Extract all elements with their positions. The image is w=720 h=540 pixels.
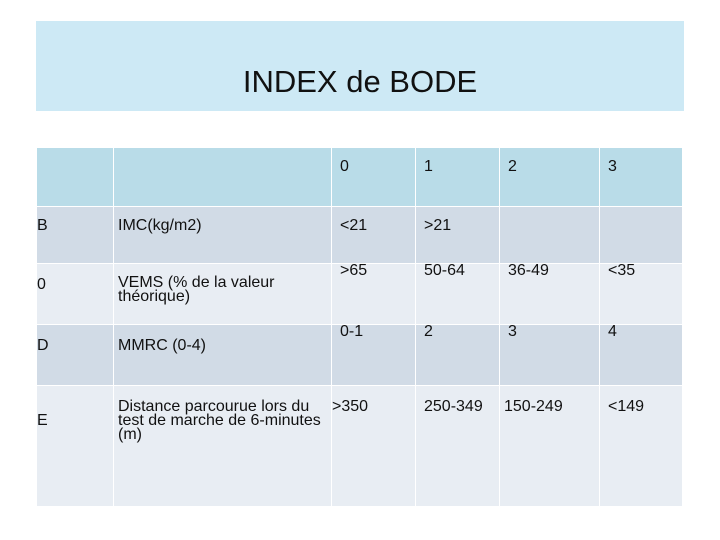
row-value xyxy=(500,207,600,264)
row-value: >21 xyxy=(416,207,500,264)
header-empty-cell xyxy=(37,148,114,207)
table-header-row xyxy=(37,148,683,207)
row-value: 0-1 xyxy=(332,325,416,386)
row-letter: 0 xyxy=(37,264,114,325)
header-empty-cell xyxy=(114,148,332,207)
row-value: 50-64 xyxy=(416,264,500,325)
row-label: VEMS (% de la valeur théorique) xyxy=(114,264,332,325)
row-value: <149 xyxy=(600,386,683,507)
row-value: <21 xyxy=(332,207,416,264)
header-score-3: 3 xyxy=(600,148,683,207)
header-score-0: 0 xyxy=(332,148,416,207)
table-row-b xyxy=(37,207,683,264)
row-value xyxy=(600,207,683,264)
row-value: 2 xyxy=(416,325,500,386)
table-row-e xyxy=(37,386,683,507)
row-letter: E xyxy=(37,386,114,507)
row-value: 250-349 xyxy=(416,386,500,507)
row-value: <35 xyxy=(600,264,683,325)
row-label: IMC(kg/m2) xyxy=(114,207,332,264)
header-score-2: 2 xyxy=(500,148,600,207)
row-value: >65 xyxy=(332,264,416,325)
slide-title: INDEX de BODE xyxy=(242,64,478,99)
row-value: 150-249 xyxy=(500,386,600,507)
bode-index-table xyxy=(36,147,683,507)
header-score-1: 1 xyxy=(416,148,500,207)
table-row-o xyxy=(37,264,683,325)
row-label: MMRC (0-4) xyxy=(114,325,332,386)
row-value: >350 xyxy=(332,386,416,507)
table-row-d xyxy=(37,325,683,386)
row-value: 36-49 xyxy=(500,264,600,325)
row-value: 4 xyxy=(600,325,683,386)
row-letter: B xyxy=(37,207,114,264)
row-label: Distance parcourue lors du test de marche de 6-minutes (m) xyxy=(114,386,332,507)
row-letter: D xyxy=(37,325,114,386)
row-value: 3 xyxy=(500,325,600,386)
